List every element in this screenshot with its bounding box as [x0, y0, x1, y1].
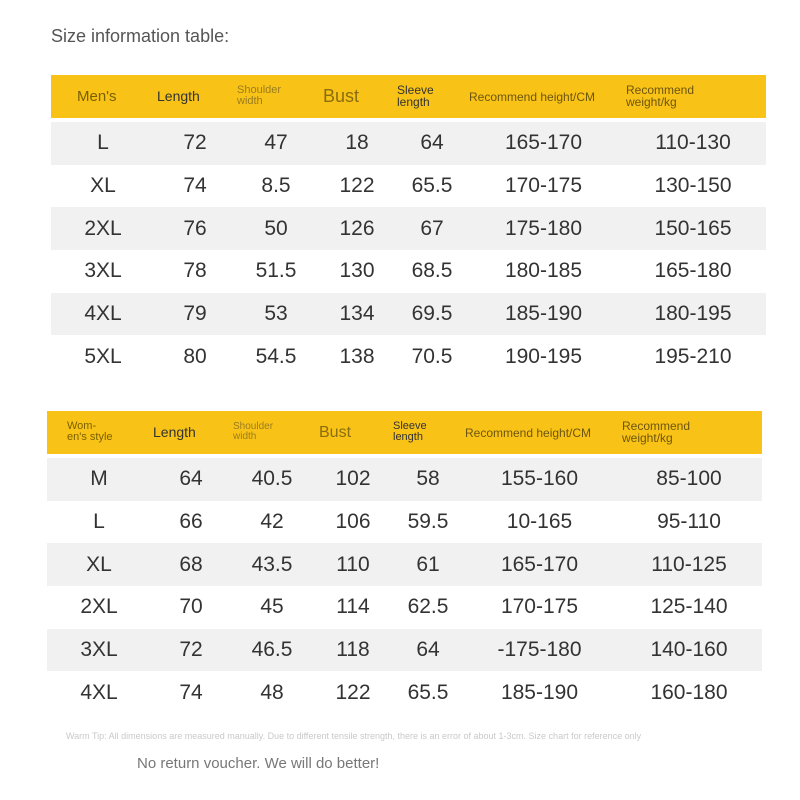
header-weight: Recommend weight/kg	[626, 82, 695, 109]
warm-tip-note: Warm Tip: All dimensions are measured manually. Due to different tensile strength, there is an error of about 1-3cm. Size chart for reference only	[66, 731, 642, 741]
header-sleeve: Sleeve length	[393, 420, 427, 443]
header-height: Recommend height/CM	[465, 425, 592, 440]
mens-header-row	[51, 75, 766, 118]
cell-shoulder-width: 48	[231, 671, 313, 714]
cell-sleeve-length: 70.5	[397, 335, 467, 378]
page-title: Size information table:	[51, 26, 230, 46]
cell-shoulder-width: 8.5	[235, 165, 317, 208]
header-height: Recommend height/CM	[469, 89, 596, 104]
header-weight: Recommend weight/kg	[622, 418, 691, 445]
header-length: Length	[153, 423, 196, 440]
cell-bust: 106	[313, 501, 393, 544]
cell-size: XL	[47, 543, 151, 586]
cell-recommend-weight: 195-210	[620, 335, 766, 378]
cell-recommend-weight: 150-165	[620, 207, 766, 250]
cell-recommend-weight: 140-160	[616, 629, 762, 672]
cell-recommend-height: 190-195	[467, 335, 620, 378]
cell-length: 64	[151, 458, 231, 501]
cell-size: XL	[51, 165, 155, 208]
cell-recommend-height: 170-175	[463, 586, 616, 629]
cell-shoulder-width: 47	[235, 122, 317, 165]
cell-shoulder-width: 40.5	[231, 458, 313, 501]
table-row	[47, 671, 762, 714]
cell-recommend-height: 10-165	[463, 501, 616, 544]
cell-bust: 114	[313, 586, 393, 629]
table-row	[47, 458, 762, 501]
cell-sleeve-length: 69.5	[397, 293, 467, 336]
cell-recommend-height: 175-180	[467, 207, 620, 250]
womens-header-row	[47, 411, 762, 454]
cell-shoulder-width: 43.5	[231, 543, 313, 586]
header-size: Men's	[77, 87, 117, 105]
cell-sleeve-length: 65.5	[393, 671, 463, 714]
cell-recommend-height: 165-170	[467, 122, 620, 165]
cell-recommend-weight: 125-140	[616, 586, 762, 629]
cell-shoulder-width: 51.5	[235, 250, 317, 293]
cell-length: 70	[151, 586, 231, 629]
cell-length: 66	[151, 501, 231, 544]
table-row	[51, 335, 766, 378]
cell-bust: 110	[313, 543, 393, 586]
cell-recommend-height: 170-175	[467, 165, 620, 208]
cell-size: 4XL	[51, 293, 155, 336]
cell-bust: 122	[313, 671, 393, 714]
cell-bust: 138	[317, 335, 397, 378]
cell-size: 2XL	[47, 586, 151, 629]
cell-size: 3XL	[51, 250, 155, 293]
cell-size: 5XL	[51, 335, 155, 378]
cell-size: 2XL	[51, 207, 155, 250]
cell-recommend-height: 165-170	[463, 543, 616, 586]
cell-shoulder-width: 45	[231, 586, 313, 629]
cell-shoulder-width: 46.5	[231, 629, 313, 672]
header-bust: Bust	[323, 86, 360, 106]
cell-shoulder-width: 50	[235, 207, 317, 250]
cell-recommend-weight: 160-180	[616, 671, 762, 714]
table-row	[47, 586, 762, 629]
cell-length: 79	[155, 293, 235, 336]
cell-sleeve-length: 58	[393, 458, 463, 501]
cell-size: L	[47, 501, 151, 544]
cell-length: 68	[151, 543, 231, 586]
cell-shoulder-width: 42	[231, 501, 313, 544]
header-size: Wom- en's style	[67, 420, 113, 443]
cell-bust: 18	[317, 122, 397, 165]
table-row	[51, 250, 766, 293]
cell-recommend-weight: 165-180	[620, 250, 766, 293]
cell-length: 80	[155, 335, 235, 378]
cell-sleeve-length: 61	[393, 543, 463, 586]
cell-recommend-height: 185-190	[467, 293, 620, 336]
cell-recommend-height: 185-190	[463, 671, 616, 714]
header-bust: Bust	[319, 423, 352, 441]
cell-size: 4XL	[47, 671, 151, 714]
cell-bust: 126	[317, 207, 397, 250]
cell-bust: 134	[317, 293, 397, 336]
mens-size-table	[51, 75, 766, 378]
cell-sleeve-length: 62.5	[393, 586, 463, 629]
cell-length: 72	[155, 122, 235, 165]
cell-recommend-weight: 130-150	[620, 165, 766, 208]
cell-size: 3XL	[47, 629, 151, 672]
header-shoulder: Shoulder width	[233, 421, 274, 442]
cell-bust: 102	[313, 458, 393, 501]
cell-bust: 118	[313, 629, 393, 672]
cell-sleeve-length: 59.5	[393, 501, 463, 544]
table-row	[47, 543, 762, 586]
cell-sleeve-length: 68.5	[397, 250, 467, 293]
cell-bust: 122	[317, 165, 397, 208]
cell-recommend-weight: 95-110	[616, 501, 762, 544]
cell-recommend-weight: 110-130	[620, 122, 766, 165]
womens-size-table	[47, 411, 762, 714]
header-shoulder: Shoulder width	[237, 84, 282, 107]
cell-recommend-weight: 180-195	[620, 293, 766, 336]
cell-sleeve-length: 65.5	[397, 165, 467, 208]
cell-sleeve-length: 64	[397, 122, 467, 165]
table-row	[51, 207, 766, 250]
cell-recommend-weight: 85-100	[616, 458, 762, 501]
table-row	[51, 165, 766, 208]
cell-size: M	[47, 458, 151, 501]
cell-length: 76	[155, 207, 235, 250]
header-length: Length	[157, 87, 200, 104]
cell-length: 74	[155, 165, 235, 208]
cell-recommend-height: -175-180	[463, 629, 616, 672]
cell-shoulder-width: 53	[235, 293, 317, 336]
cell-length: 78	[155, 250, 235, 293]
cell-recommend-height: 155-160	[463, 458, 616, 501]
cell-size: L	[51, 122, 155, 165]
table-row	[51, 122, 766, 165]
cell-recommend-height: 180-185	[467, 250, 620, 293]
table-row	[47, 629, 762, 672]
cell-bust: 130	[317, 250, 397, 293]
cell-length: 72	[151, 629, 231, 672]
table-row	[51, 293, 766, 336]
cell-recommend-weight: 110-125	[616, 543, 762, 586]
cell-sleeve-length: 67	[397, 207, 467, 250]
table-row	[47, 501, 762, 544]
cell-sleeve-length: 64	[393, 629, 463, 672]
slogan-text: No return voucher. We will do better!	[137, 755, 380, 772]
cell-length: 74	[151, 671, 231, 714]
cell-shoulder-width: 54.5	[235, 335, 317, 378]
header-sleeve: Sleeve length	[397, 82, 434, 109]
